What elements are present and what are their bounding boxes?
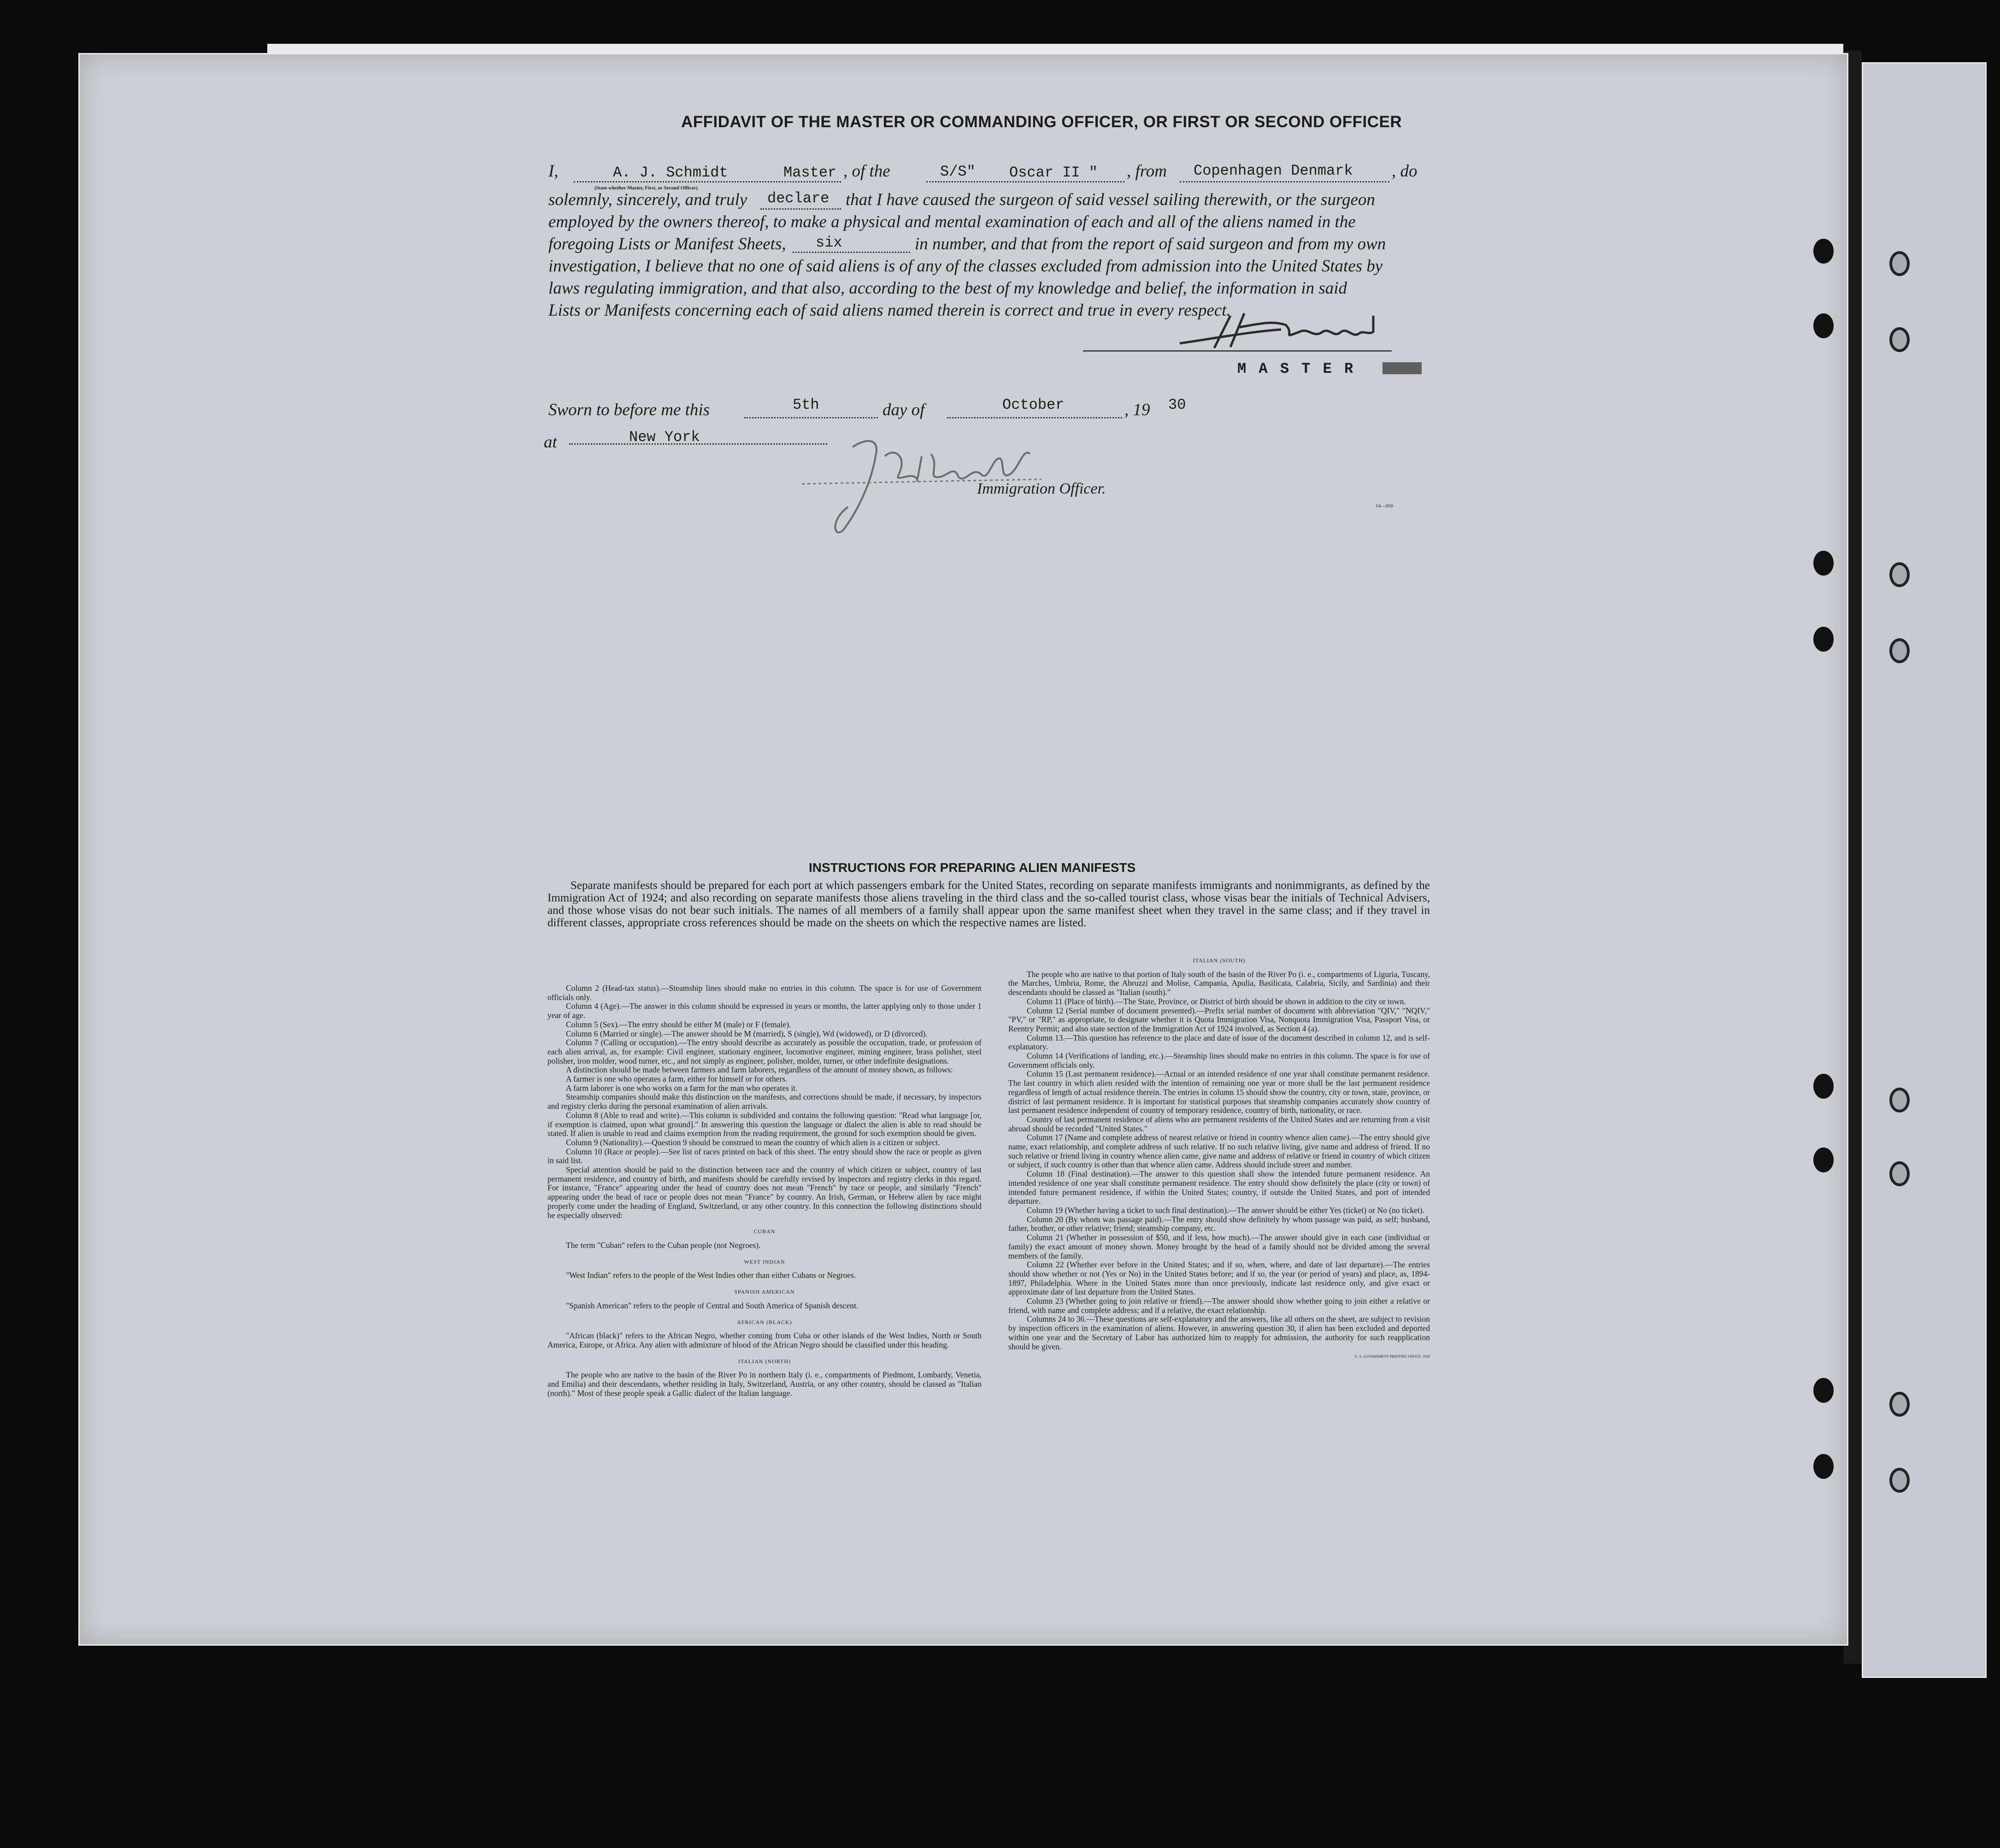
of-the-label: , of the: [843, 162, 890, 181]
ring-hole: [1889, 1468, 1910, 1493]
from-label: , from: [1127, 162, 1167, 181]
ring-hole: [1889, 327, 1910, 352]
columns-24-36-note: Columns 24 to 36.—These questions are self-explanatory and the answers, like all others on the sheet, are subject to revision by inspection officers in the examination of aliens. However, in answering question 30, if alien has been excluded and deported within one year and the Secretary of Labor has authorized him to reapply for admission, the authority for such reapplication should be given.: [1008, 1314, 1430, 1351]
column-21-note: Column 21 (Whether in possession of $50, and if less, how much).—The answer should give in each case (individual or family) the exact amount of money shown. Money brought by the head of a family should not be divided among the several members of the family.: [1008, 1233, 1430, 1260]
affidavit-title: AFFIDAVIT OF THE MASTER OR COMMANDING OFFICER, OR FIRST OR SECOND OFFICER: [681, 113, 1402, 131]
column-15-note: Column 15 (Last permanent residence).—Actual or an intended residence of one year shall constitute permanent residence. The last country in which alien resided with the intention of remaining one year or more shall be the last permanent residence regardless of length of actual residence therein. The entries in column 15 should show the country, city or town, state, province, or district of last permanent residence. It is important for statistical purposes that steamship companies accurately show country of last permanent residence independent of country of temporary residence, country of birth, nationality, or race.: [1008, 1069, 1430, 1115]
adjacent-page-strip: [1862, 62, 1987, 1678]
sheet-count: six: [816, 234, 842, 251]
column-6-note: Column 6 (Married or single).—The answer should be M (married), S (single), Wd (widowed), or D (divorced).: [566, 1029, 928, 1038]
column-20-note: Column 20 (By whom was passage paid).—The entry should show definitely by whom passage was paid, as self; husband, father, brother, or other relative; friend; steamship company, etc.: [1008, 1214, 1430, 1233]
italian-south-note: The people who are native to that portion of Italy south of the basin of the River Po (i. e., compartments of Liguria, Tuscany, the Marches, Umbria, Rome, the Abruzzi and Molise, Campania, Apulia, Basilicata, Calabria, Sicily, and Sardinia) and their descendants should be classed as "Italian (south).": [1008, 969, 1430, 997]
affidavit-i: I,: [548, 162, 559, 181]
column-23-note: Column 23 (Whether going to join relative or friend).—The answer should show whether going to join either a relative or friend, with name and complete address; and if a relative, the exact relationship.: [1008, 1296, 1430, 1315]
column-19-note: Column 19 (Whether having a ticket to such final destination).—The answer should be either Yes (ticket) or No (no ticket).: [1027, 1205, 1425, 1215]
column-2-note: Column 2 (Head-tax status).—Steamship lines should make no entries in this column. The space is for use of Government officials only.: [547, 983, 982, 1002]
west-indian-note: "West Indian" refers to the people of the West Indies other than either Cubans or Negroes.: [566, 1271, 856, 1280]
spanish-american-heading: SPANISH AMERICAN: [734, 1289, 795, 1295]
punch-hole: [1813, 1378, 1834, 1403]
punch-hole: [1813, 239, 1834, 264]
punch-hole: [1813, 1074, 1834, 1099]
ship-prefix: S/S": [940, 163, 976, 180]
affidavit-text-e: investigation, I believe that no one of said aliens is of any of the classes excluded from admission into the United States by: [548, 257, 1383, 276]
ring-hole: [1889, 562, 1910, 587]
ring-hole: [1889, 1392, 1910, 1417]
instructions-left-column: [547, 984, 982, 1398]
affidavit-text-g: Lists or Manifests concerning each of said aliens named therein is correct and true in every respect.: [548, 301, 1231, 320]
master-signature: [1171, 306, 1410, 357]
african-note: "African (black)" refers to the African Negro, whether coming from Cuba or other islands of the West Indies, North or South America, Europe, or Africa. Any alien with admixture of blood of the African Negro should be classified under this heading.: [547, 1331, 982, 1349]
italian-south-heading: ITALIAN (SOUTH): [1193, 957, 1246, 964]
instructions-intro: Separate manifests should be prepared for each port at which passengers embark for the United States, recording on separate manifests immigrants and nonimmigrants, as defined by the Immigration Act of 1924; and also recording on separate manifests those aliens traveling in the third class and the so-called tourist class, whose visas bear the initials of Technical Advisers, and those whose visas do not bear such initials. The names of all members of a family shall appear upon the same manifest sheet when they travel in the same class; and if they travel in different classes, appropriate cross references should be made on the sheets on which the respective names are listed.: [547, 879, 1430, 929]
blank-line: [574, 181, 841, 182]
blank-line: [1180, 181, 1389, 182]
punch-hole: [1813, 551, 1834, 576]
sworn-year: 30: [1168, 396, 1186, 413]
sworn-place: New York: [629, 429, 700, 446]
instructions-title: INSTRUCTIONS FOR PREPARING ALIEN MANIFESTS: [809, 860, 1136, 875]
column-11-note: Column 11 (Place of birth).—The State, Province, or District of birth should be shown in addition to the city or town.: [1027, 996, 1406, 1006]
officer-label: Immigration Officer.: [977, 480, 1106, 497]
african-heading: AFRICAN (BLACK): [737, 1318, 792, 1325]
cuban-note: The term "Cuban" refers to the Cuban people (not Negroes).: [566, 1240, 761, 1250]
rank-note: (State whether Master, First, or Second Officer): [594, 185, 698, 191]
master-name: A. J. Schmidt: [613, 164, 728, 181]
ring-hole: [1889, 251, 1910, 276]
punch-hole: [1813, 627, 1834, 652]
master-rank: Master: [783, 164, 837, 181]
special-attention-note: Special attention should be paid to the distinction between race and the country of which citizen or subject, country of last permanent residence, and country of birth, and manifests should be carefully revised by inspectors and registry clerks in this regard. For instance, "France" appearing under the head of country does not mean "French" by race or people, and similarly "French" appearing under the head of race or people does not mean "France" by country. An Irish, German, or Hebrew alien by race might properly come under the heading of England, Switzerland, or any other country. In this connection the following distinctions should be especially observed:: [547, 1165, 982, 1220]
sworn-day: 5th: [793, 396, 819, 413]
year-prefix: , 19: [1124, 400, 1150, 419]
sworn-month: October: [1002, 396, 1065, 413]
blank-line: [926, 181, 1124, 182]
blank-line: [947, 417, 1122, 418]
laborer-note: A farm laborer is one who works on a farm for the man who operates it.: [566, 1083, 798, 1093]
italian-north-heading: ITALIAN (NORTH): [738, 1358, 791, 1365]
ring-hole: [1889, 1088, 1910, 1112]
column-12-note: Column 12 (Serial number of document presented).—Prefix serial number of document with abbreviation "QIV," "NQIV," "PV," or "RP," as appropriate, to designate whether it is Quota Immigration Visa, Nonquota Immigration Visa, Passport Visa, or Reentry Permit; and also state section of the Immigration Act of 1924 involved, as Section 4 (a).: [1008, 1006, 1430, 1033]
column-7-note: Column 7 (Calling or occupation).—The entry should describe as accurately as possible the occupation, trade, or profession of each alien arrival, as, for example: Civil engineer, stationary engineer, locomotive engineer, mining engineer, brass polisher, steel polisher, iron molder, wood turner, etc., and not simply as engineer, polisher, molder, turner, or other indefinite designations.: [547, 1038, 982, 1065]
column-8-note: Column 8 (Able to read and write).—This column is subdivided and contains the following question: "Read what language [or, if exemption is claimed, upon what ground]." In answering this question the language or dialect the alien is able to read should be stated. If alien is unable to read and claims exemption from the reading requirement, the ground for such exemption should be given.: [547, 1110, 982, 1138]
column-14-note: Column 14 (Verifications of landing, etc.).—Steamship lines should make no entries in this column. The space is for use of Government officials only.: [1008, 1051, 1430, 1070]
day-of-label: day of: [882, 400, 925, 419]
declare-value: declare: [767, 190, 829, 207]
column-22-note: Column 22 (Whether ever before in the United States; and if so, when, where, and date of last departure).—The entries should show whether or not (Yes or No) in the United States before; and if so, the year (or period of years) and place, as, 1894-1897, Philadelphia. Where in the United States more than once previously, indicate last residence only, and give exact or approximate date of last departure from the United States.: [1008, 1260, 1430, 1297]
blank-line: [744, 417, 878, 418]
affidavit-text-a: that I have caused the surgeon of said vessel sailing therewith, or the surgeon: [846, 190, 1375, 209]
country-residence-note: Country of last permanent residence of aliens who are permanent residents of the United States and are returning from a visit abroad should be recorded "United States.": [1008, 1114, 1430, 1133]
west-indian-heading: WEST INDIAN: [744, 1258, 785, 1265]
column-10-note: Column 10 (Race or people).—See list of races printed on back of this sheet. The entry should show the race or people as given in said list.: [547, 1147, 982, 1165]
ring-hole: [1889, 638, 1910, 663]
blank-line: [793, 252, 910, 253]
affidavit-text-d: in number, and that from the report of said surgeon and from my own: [915, 235, 1386, 253]
column-13-note: Column 13.—This question has reference to the place and date of issue of the document described in column 12, and is self-explanatory.: [1008, 1033, 1430, 1052]
form-number: 14—650: [1376, 503, 1394, 509]
column-5-note: Column 5 (Sex).—The entry should be either M (male) or F (female).: [566, 1019, 791, 1029]
steamship-note: Steamship companies should make this distinction on the manifests, and corrections should be made, if necessary, by inspectors and registry clerks during the personal examination of alien arrivals.: [547, 1092, 982, 1111]
affidavit-text-c: foregoing Lists or Manifest Sheets,: [548, 235, 786, 253]
struck-out-text: [1382, 362, 1422, 374]
instructions-right-column: [1008, 956, 1430, 1361]
farmer-note: A farmer is one who operates a farm, either for himself or for others.: [566, 1074, 788, 1084]
column-17-note: Column 17 (Name and complete address of nearest relative or friend in country whence alien came).—The entry should give name, exact relationship, and complete address of such relative. If no such relative living, give name and address of friend. If no such relative or friend living in country whence alien came, give name and address of relative or friend in country of which citizen or subject, if such country is other than that whence alien came. Address should include street and number.: [1008, 1133, 1430, 1170]
affidavit-text-f: laws regulating immigration, and that also, according to the best of my knowledge and belief, the information in said: [548, 279, 1347, 298]
italian-north-note: The people who are native to the basin of the River Po in northern Italy (i. e., compartments of Piedmont, Lombardy, Venetia, and Emilia) and their descendants, whether residing in Italy, Switzerland, Austria, or any other country, should be classed as "Italian (north)." Most of these people speak a Gallic dialect of the Italian language.: [547, 1370, 982, 1398]
master-title: M A S T E R: [1237, 360, 1355, 377]
printing-office-note: U. S. GOVERNMENT PRINTING OFFICE: 1929: [1354, 1354, 1430, 1359]
cuban-heading: CUBAN: [753, 1228, 776, 1235]
column-9-note: Column 9 (Nationality).—Question 9 should be construed to mean the country of which alien is a citizen or subject.: [566, 1137, 940, 1147]
solemnly-label: solemnly, sincerely, and truly: [548, 190, 747, 209]
sworn-label: Sworn to before me this: [548, 400, 710, 419]
departure-port: Copenhagen Denmark: [1194, 162, 1353, 179]
ship-name: Oscar II ": [1009, 164, 1098, 181]
at-label: at: [544, 433, 557, 452]
punch-hole: [1813, 1454, 1834, 1479]
distinction-note: A distinction should be made between farmers and farm laborers, regardless of the amount of money shown, as follows:: [566, 1065, 953, 1075]
affidavit-text-b: employed by the owners thereof, to make a physical and mental examination of each and all of the aliens named in the: [548, 212, 1356, 231]
punch-hole: [1813, 313, 1834, 338]
ring-hole: [1889, 1161, 1910, 1186]
spanish-american-note: "Spanish American" refers to the people of Central and South America of Spanish descent.: [566, 1301, 859, 1310]
signature-line: [1083, 350, 1392, 352]
do-label: , do: [1392, 162, 1418, 181]
column-18-note: Column 18 (Final destination).—The answer to this question shall show the intended future permanent residence. An intended residence of one year shall constitute permanent residence. The entry should show definitely the place (city or town) of intended future permanent residence, if within the United States; country, if outside the United States, and port of intended departure.: [1008, 1169, 1430, 1206]
column-4-note: Column 4 (Age).—The answer in this column should be expressed in years or months, the latter applying only to those under 1 year of age.: [547, 1001, 982, 1020]
punch-hole: [1813, 1148, 1834, 1172]
blank-line: [760, 208, 841, 210]
